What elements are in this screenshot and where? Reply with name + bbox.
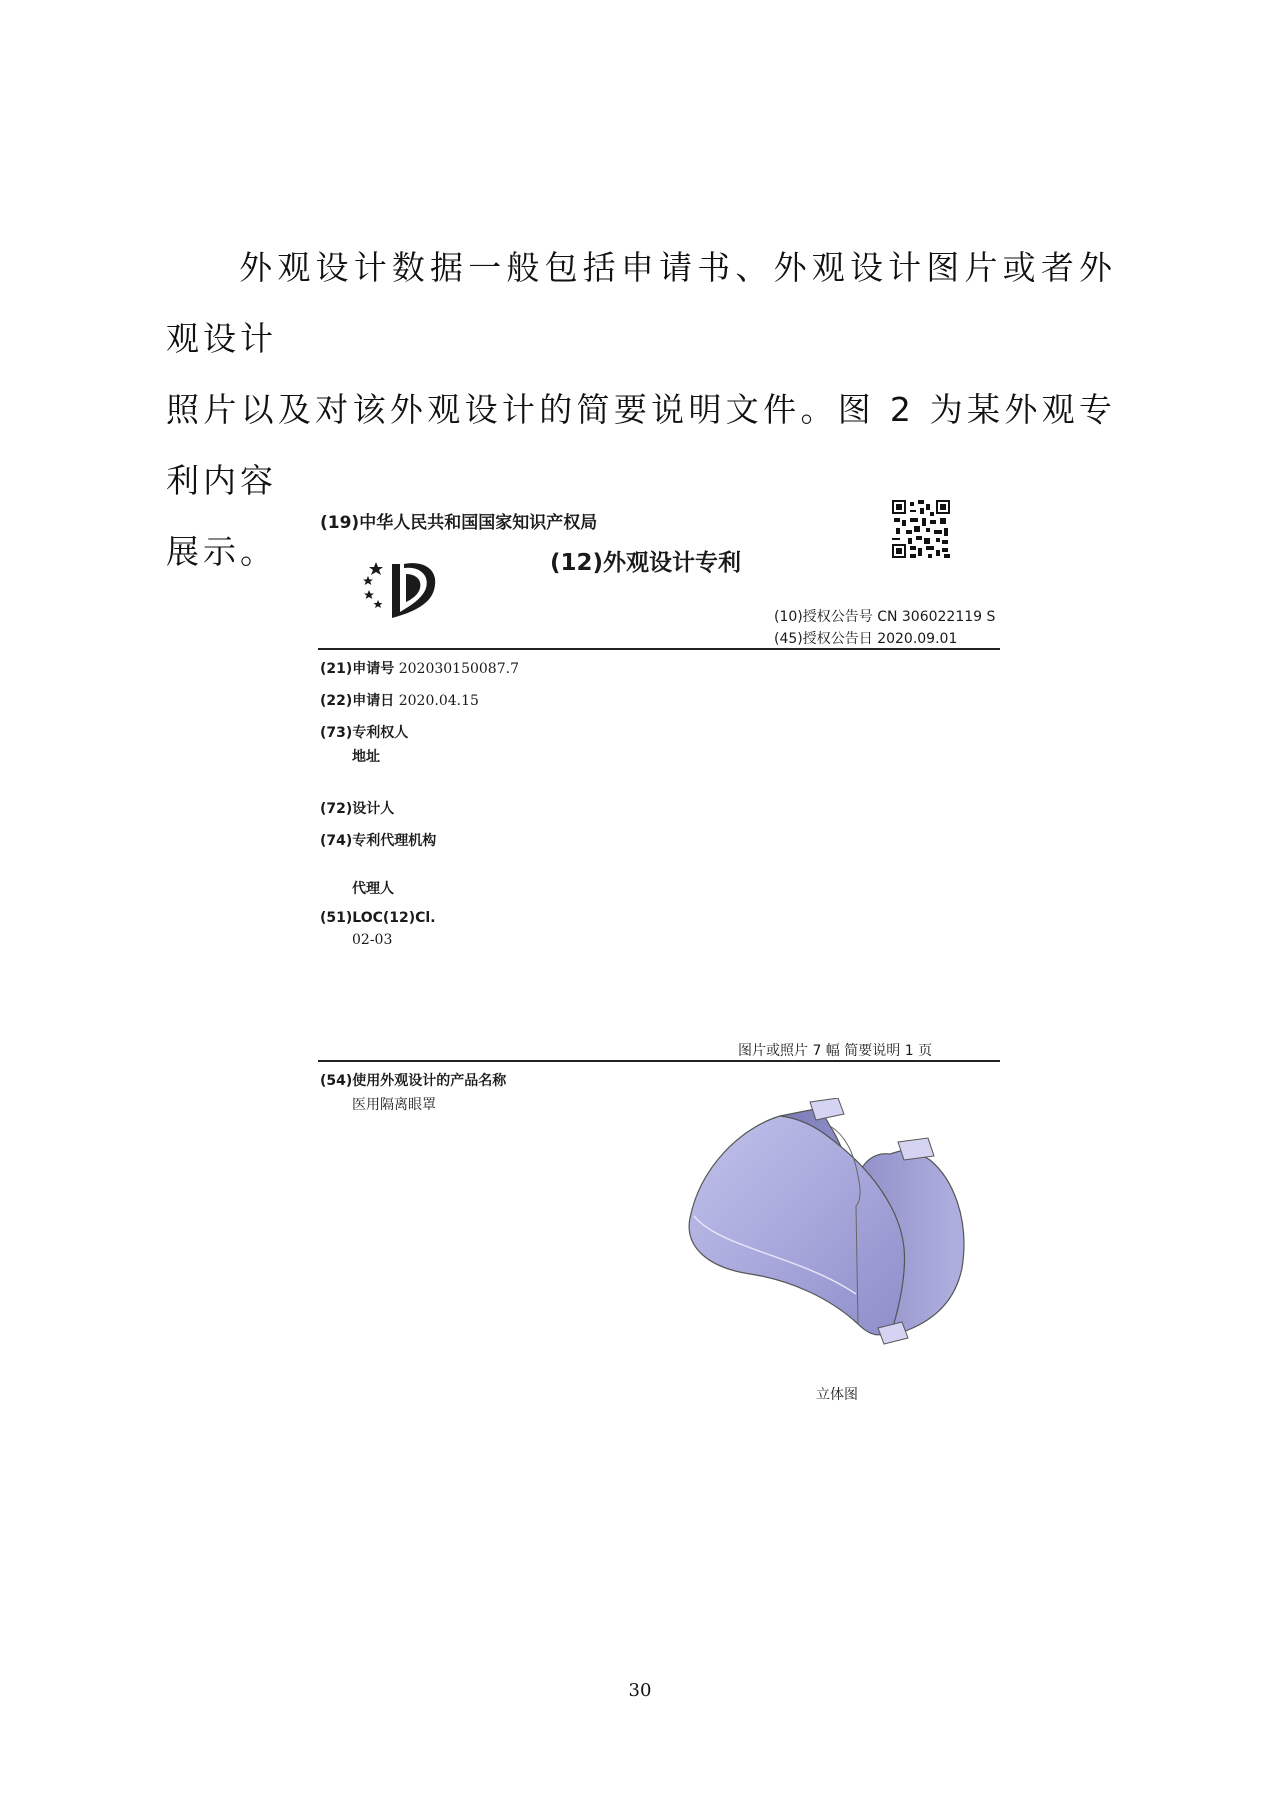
office-name: (19)中华人民共和国国家知识产权局 — [320, 513, 598, 533]
application-date-row — [320, 690, 479, 710]
qr-code-icon — [892, 500, 950, 558]
eye-shield-drawing — [680, 1098, 1000, 1368]
cnipa-emblem-icon — [362, 560, 442, 622]
page-number: 30 — [628, 1680, 652, 1701]
grant-publication-date: (45)授权公告日 2020.09.01 — [774, 631, 958, 647]
document-type: (12)外观设计专利 — [550, 550, 742, 576]
agent-label: 代理人 — [352, 881, 394, 897]
view-caption: 立体图 — [816, 1387, 858, 1403]
designer-label: (72)设计人 — [320, 801, 395, 817]
agency-label: (74)专利代理机构 — [320, 833, 437, 849]
address-label: 地址 — [352, 749, 380, 765]
loc-classification-value: 02-03 — [352, 932, 393, 948]
application-number-value: 202030150087.7 — [398, 661, 519, 677]
application-number-label: (21)申请号 — [320, 661, 395, 677]
loc-classification-label: (51)LOC(12)Cl. — [320, 910, 436, 926]
header-divider — [318, 648, 1000, 650]
paragraph-line-3: 展示。 — [166, 532, 277, 571]
application-number-row — [320, 658, 519, 678]
product-name-label: (54)使用外观设计的产品名称 — [320, 1073, 507, 1089]
product-name: 医用隔离眼罩 — [352, 1097, 436, 1113]
paragraph-line-1: 外观设计数据一般包括申请书、外观设计图片或者外观设计 — [166, 248, 1116, 358]
application-date-label: (22)申请日 — [320, 693, 395, 709]
paragraph-line-2: 照片以及对该外观设计的简要说明文件。图 2 为某外观专利内容 — [166, 390, 1116, 500]
application-date-value: 2020.04.15 — [398, 693, 479, 709]
patentee-label: (73)专利权人 — [320, 725, 409, 741]
picture-count: 图片或照片 7 幅 简要说明 1 页 — [738, 1043, 933, 1059]
grant-publication-number: (10)授权公告号 CN 306022119 S — [774, 609, 996, 625]
lower-divider — [318, 1060, 1000, 1062]
patent-figure — [318, 500, 1000, 1410]
